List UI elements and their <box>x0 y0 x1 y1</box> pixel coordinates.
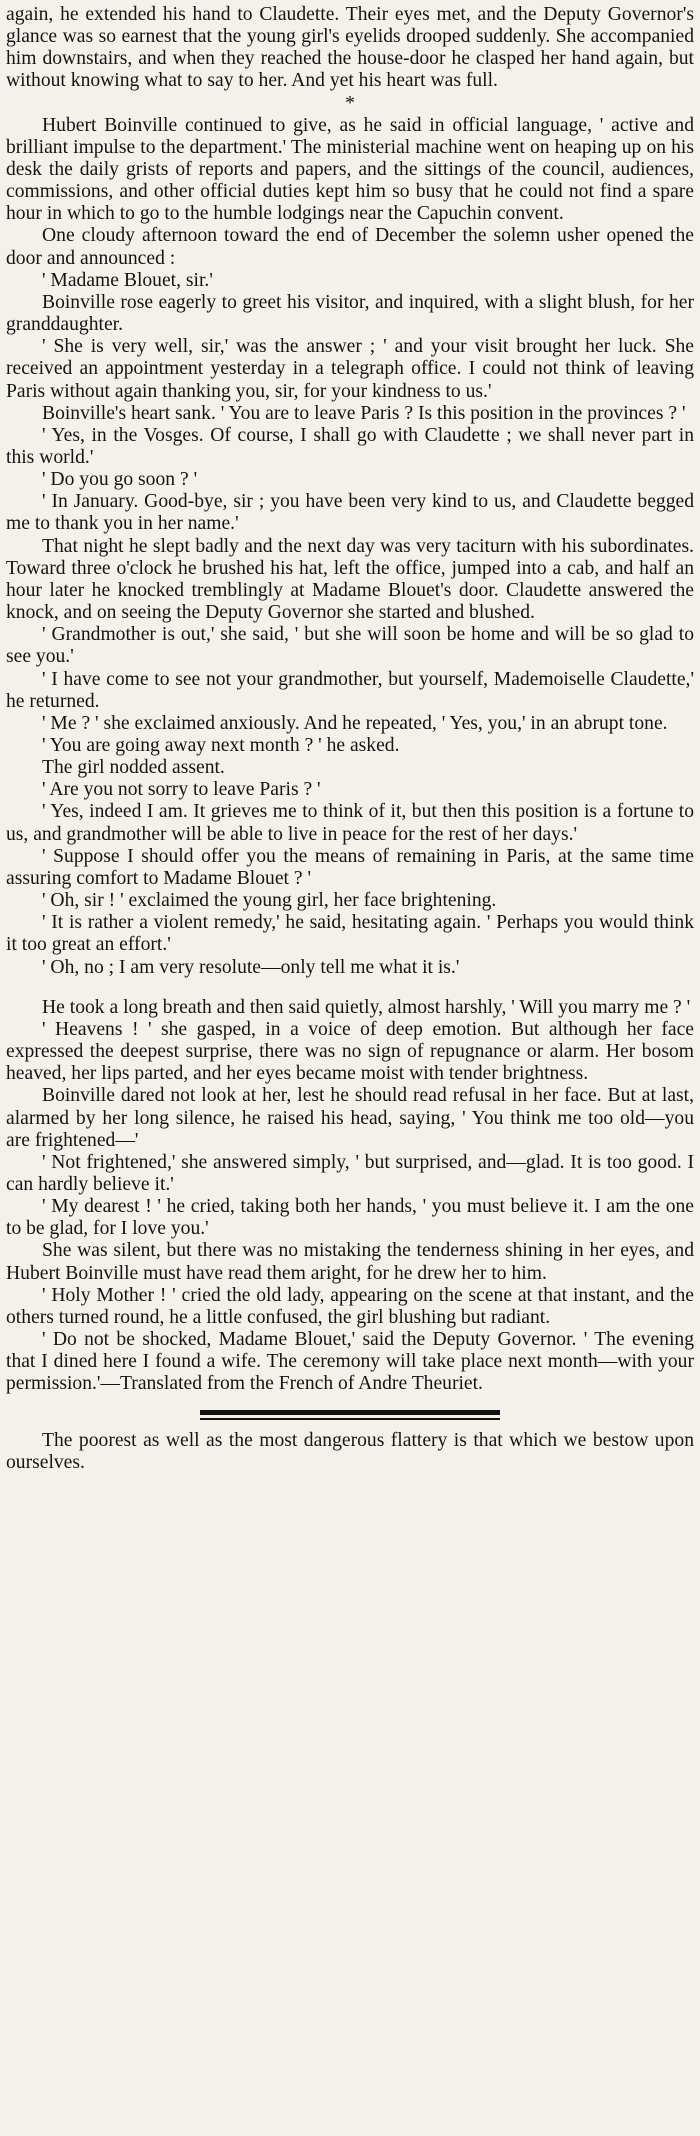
story-paragraph: ' Yes, in the Vosges. Of course, I shall go with Claudette ; we shall never part in this world.' <box>6 424 694 468</box>
story-paragraph: Boinville dared not look at her, lest he should read refusal in her face. But at last, alarmed by her long silence, he raised his head, saying, ' You think me too old—you are frightened—' <box>6 1085 694 1151</box>
story-paragraph: That night he slept badly and the next day was very taciturn with his subordinates. Toward three o'clock he brushed his hat, left the office, jumped into a cab, and half an hour later he knocked tremblingly at Madame Blouet's door. Claudette answered the knock, and on seeing the Deputy Governor she started and blushed. <box>6 535 694 624</box>
story-paragraph: ' You are going away next month ? ' he asked. <box>42 735 400 756</box>
story-paragraph: ' She is very well, sir,' was the answer ; ' and your visit brought her luck. She received an appointment yesterday in a telegraph office. I could not think of leaving Paris without again thanking you, sir, for your kindness to us.' <box>6 336 694 402</box>
story-paragraph: ' In January. Good-bye, sir ; you have been very kind to us, and Claudette begged me to thank you in her name.' <box>6 491 694 535</box>
story-paragraph: ' I have come to see not your grandmother, but yourself, Mademoiselle Claudette,' he returned. <box>6 668 694 712</box>
story-paragraph: ' Oh, sir ! ' exclaimed the young girl, her face brightening. <box>42 890 497 912</box>
filler-paragraph: The poorest as well as the most dangerous flattery is that which we bestow upon ourselves. <box>6 1429 694 1473</box>
story-paragraph: ' My dearest ! ' he cried, taking both her hands, ' you must believe it. I am the one to be glad, for I love you.' <box>6 1196 694 1240</box>
section-break-asterisk: * <box>345 92 355 114</box>
story-paragraph: ' Suppose I should offer you the means of remaining in Paris, at the same time assuring comfort to Madame Blouet ? ' <box>6 845 694 889</box>
story-paragraph: ' Do you go soon ? ' <box>42 469 198 491</box>
section-divider <box>200 1410 500 1420</box>
story-paragraph: Boinville's heart sank. ' You are to leave Paris ? Is this position in the provinces ? ' <box>42 402 686 424</box>
story-paragraph: Hubert Boinville continued to give, as he said in official language, ' active and brilliant impulse to the department.' The ministerial machine went on heaping up on his desk the daily grists of reports and papers, and the sittings of the council, audiences, commissions, and other official duties kept him so busy that he could not find a spare hour in which to go to the humble lodgings near the Capuchin convent. <box>6 114 694 225</box>
story-paragraph: ' Me ? ' she exclaimed anxiously. And he repeated, ' Yes, you,' in an abrupt tone. <box>42 712 668 734</box>
story-paragraph: ' Grandmother is out,' she said, ' but she will soon be home and will be so glad to see you.' <box>6 624 694 668</box>
story-paragraph: ' Not frightened,' she answered simply, ' but surprised, and—glad. It is too good. I can hardly believe it.' <box>6 1151 694 1195</box>
story-paragraph: Boinville rose eagerly to greet his visitor, and inquired, with a slight blush, for her granddaughter. <box>6 291 694 336</box>
story-paragraph: ' Are you not sorry to leave Paris ? ' <box>42 779 321 801</box>
story-paragraph: again, he extended his hand to Claudette. Their eyes met, and the Deputy Governor's glance was so earnest that the young girl's eyelids drooped suddenly. She accompanied him downstairs, and when they reached the house-door he clasped her hand again, but without knowing what to say to her. And yet his heart was full. <box>6 4 694 92</box>
story-paragraph: He took a long breath and then said quietly, almost harshly, ' Will you marry me ? ' <box>42 996 691 1018</box>
story-paragraph: ' Holy Mother ! ' cried the old lady, appearing on the scene at that instant, and the others turned round, he a little confused, the girl blushing but radiant. <box>6 1284 694 1328</box>
story-paragraph: ' It is rather a violent remedy,' he said, hesitating again. ' Perhaps you would think it too great an effort.' <box>6 912 694 956</box>
filler-item <box>6 1430 694 1474</box>
story-paragraph: She was silent, but there was no mistaking the tenderness shining in her eyes, and Hubert Boinville must have read them aright, for he drew her to him. <box>6 1240 694 1284</box>
story-paragraph: The girl nodded assent. <box>42 757 225 779</box>
story-column <box>6 4 694 1474</box>
story-paragraph: ' Oh, no ; I am very resolute—only tell me what it is.' <box>42 956 460 978</box>
story-paragraph: ' Heavens ! ' she gasped, in a voice of deep emotion. But although her face expressed the deepest surprise, there was no sign of repugnance or alarm. Her bosom heaved, her lips parted, and her eyes became moist with tender brightness. <box>6 1018 694 1085</box>
story-paragraph-attribution: ' Do not be shocked, Madame Blouet,' said the Deputy Governor. ' The evening that I dined here I found a wife. The ceremony will take place next month—with your permission.'—Translated from the French of Andre Theuriet. <box>6 1329 694 1395</box>
story-paragraph: One cloudy afternoon toward the end of December the solemn usher opened the door and announced : <box>6 225 694 269</box>
story-paragraph: ' Madame Blouet, sir.' <box>42 269 213 291</box>
story-paragraph: ' Yes, indeed I am. It grieves me to think of it, but then this position is a fortune to us, and grandmother will be able to live in peace for the rest of her days.' <box>6 801 694 845</box>
